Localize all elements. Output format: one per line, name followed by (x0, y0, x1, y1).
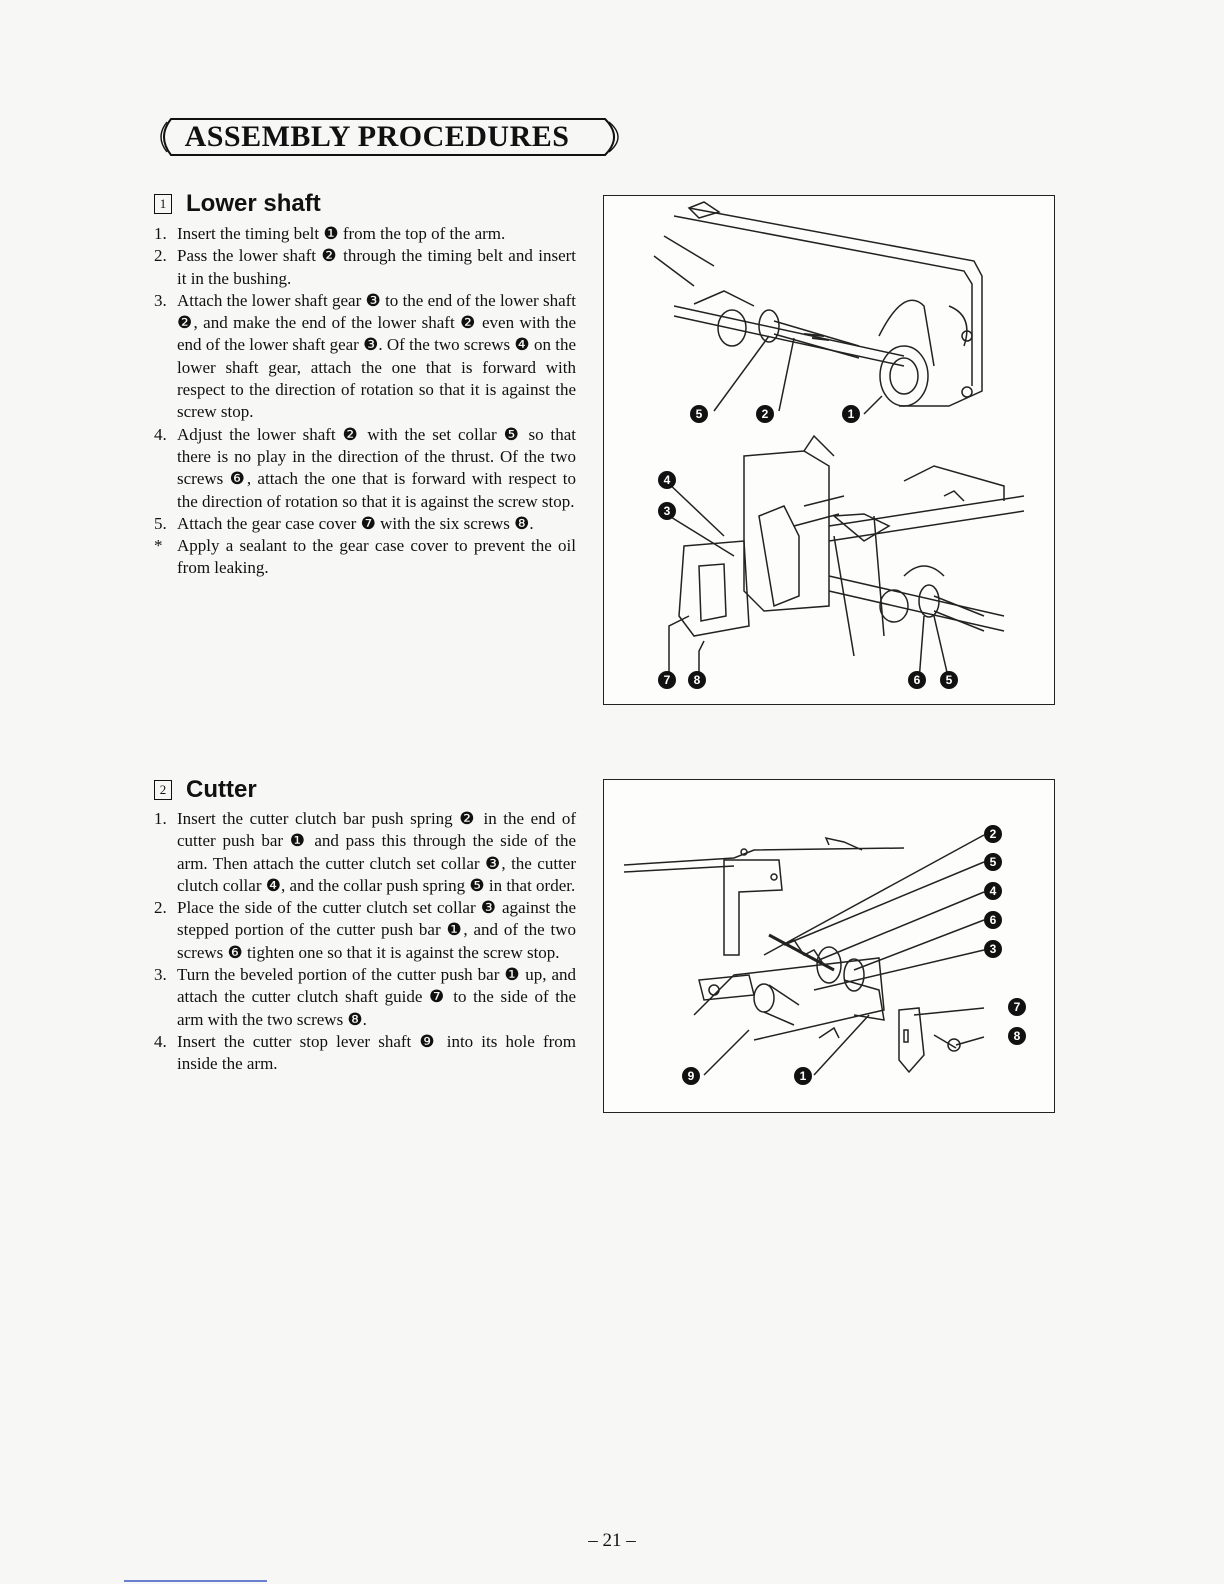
list-item: 4. Insert the cutter stop lever shaft ❾ into its hole from inside the arm. (154, 1031, 576, 1074)
callout-1: 1 (794, 1067, 812, 1085)
cutter-steps (154, 808, 576, 1076)
section-heading-lower-shaft (154, 190, 321, 218)
callout-7: 7 (1008, 998, 1026, 1016)
section-title: Cutter (186, 776, 257, 803)
callout-6: 6 (908, 671, 926, 689)
list-item: 2. Place the side of the cutter clutch set collar ❸ against the stepped portion of the cutter push bar ❶, and of the two screws ❻ tighten one so that it is against the screw stop. (154, 898, 576, 962)
callout-5: 5 (690, 405, 708, 423)
section-banner (157, 117, 625, 157)
list-item: 4. Adjust the lower shaft ❷ with the set collar ❺ so that there is no play in the direction of the thrust. Of the two screws ❻, attach the one that is forward with respect to the direction of rotation so that it is against the screw stop. (154, 424, 576, 511)
callout-9: 9 (682, 1067, 700, 1085)
section-title: Lower shaft (186, 190, 321, 217)
callout-3: 3 (658, 502, 676, 520)
list-item: * Apply a sealant to the gear case cover to prevent the oil from leaking. (154, 536, 576, 578)
page-number: – 21 – (588, 1530, 636, 1551)
callout-3: 3 (984, 940, 1002, 958)
callout-4: 4 (984, 882, 1002, 900)
section-number-box: 1 (154, 194, 172, 214)
list-item: 5. Attach the gear case cover ❼ with the six screws ❽. (154, 513, 534, 533)
lower-shaft-steps (154, 223, 576, 580)
callout-5-b: 5 (940, 671, 958, 689)
list-item: 3. Attach the lower shaft gear ❸ to the end of the lower shaft ❷, and make the end of the lower shaft ❷ even with the end of the lower shaft gear ❸. Of the two screws ❹ on the lower shaft gear, attach the one that is forward with respect to the direction of rotation so that it is against the screw stop. (154, 290, 576, 422)
callout-8: 8 (1008, 1027, 1026, 1045)
callout-1: 1 (842, 405, 860, 423)
list-item: 1. Insert the cutter clutch bar push spring ❷ in the end of cutter push bar ❶ and pass this through the side of the arm. Then attach the cutter clutch set collar ❸, the cutter clutch collar ❹, and the collar push spring ❺ in that order. (154, 809, 576, 895)
callout-2: 2 (756, 405, 774, 423)
section-number-box: 2 (154, 780, 172, 800)
callout-4: 4 (658, 471, 676, 489)
lower-shaft-illustration (604, 196, 1054, 704)
callout-2: 2 (984, 825, 1002, 843)
callout-8: 8 (688, 671, 706, 689)
list-item: 2. Pass the lower shaft ❷ through the timing belt and insert it in the bushing. (154, 246, 576, 288)
lower-shaft-diagram (603, 195, 1055, 705)
callout-7: 7 (658, 671, 676, 689)
edge-rule (124, 1580, 267, 1582)
list-item: 1. Insert the timing belt ❶ from the top of the arm. (154, 224, 506, 243)
callout-6: 6 (984, 911, 1002, 929)
page-title: ASSEMBLY PROCEDURES (184, 120, 570, 153)
list-item: 3. Turn the beveled portion of the cutter push bar ❶ up, and attach the cutter clutch shaft guide ❼ to the side of the arm with the two screws ❽. (154, 965, 576, 1029)
callout-5: 5 (984, 853, 1002, 871)
cutter-diagram (603, 779, 1055, 1113)
section-heading-cutter (154, 776, 257, 804)
